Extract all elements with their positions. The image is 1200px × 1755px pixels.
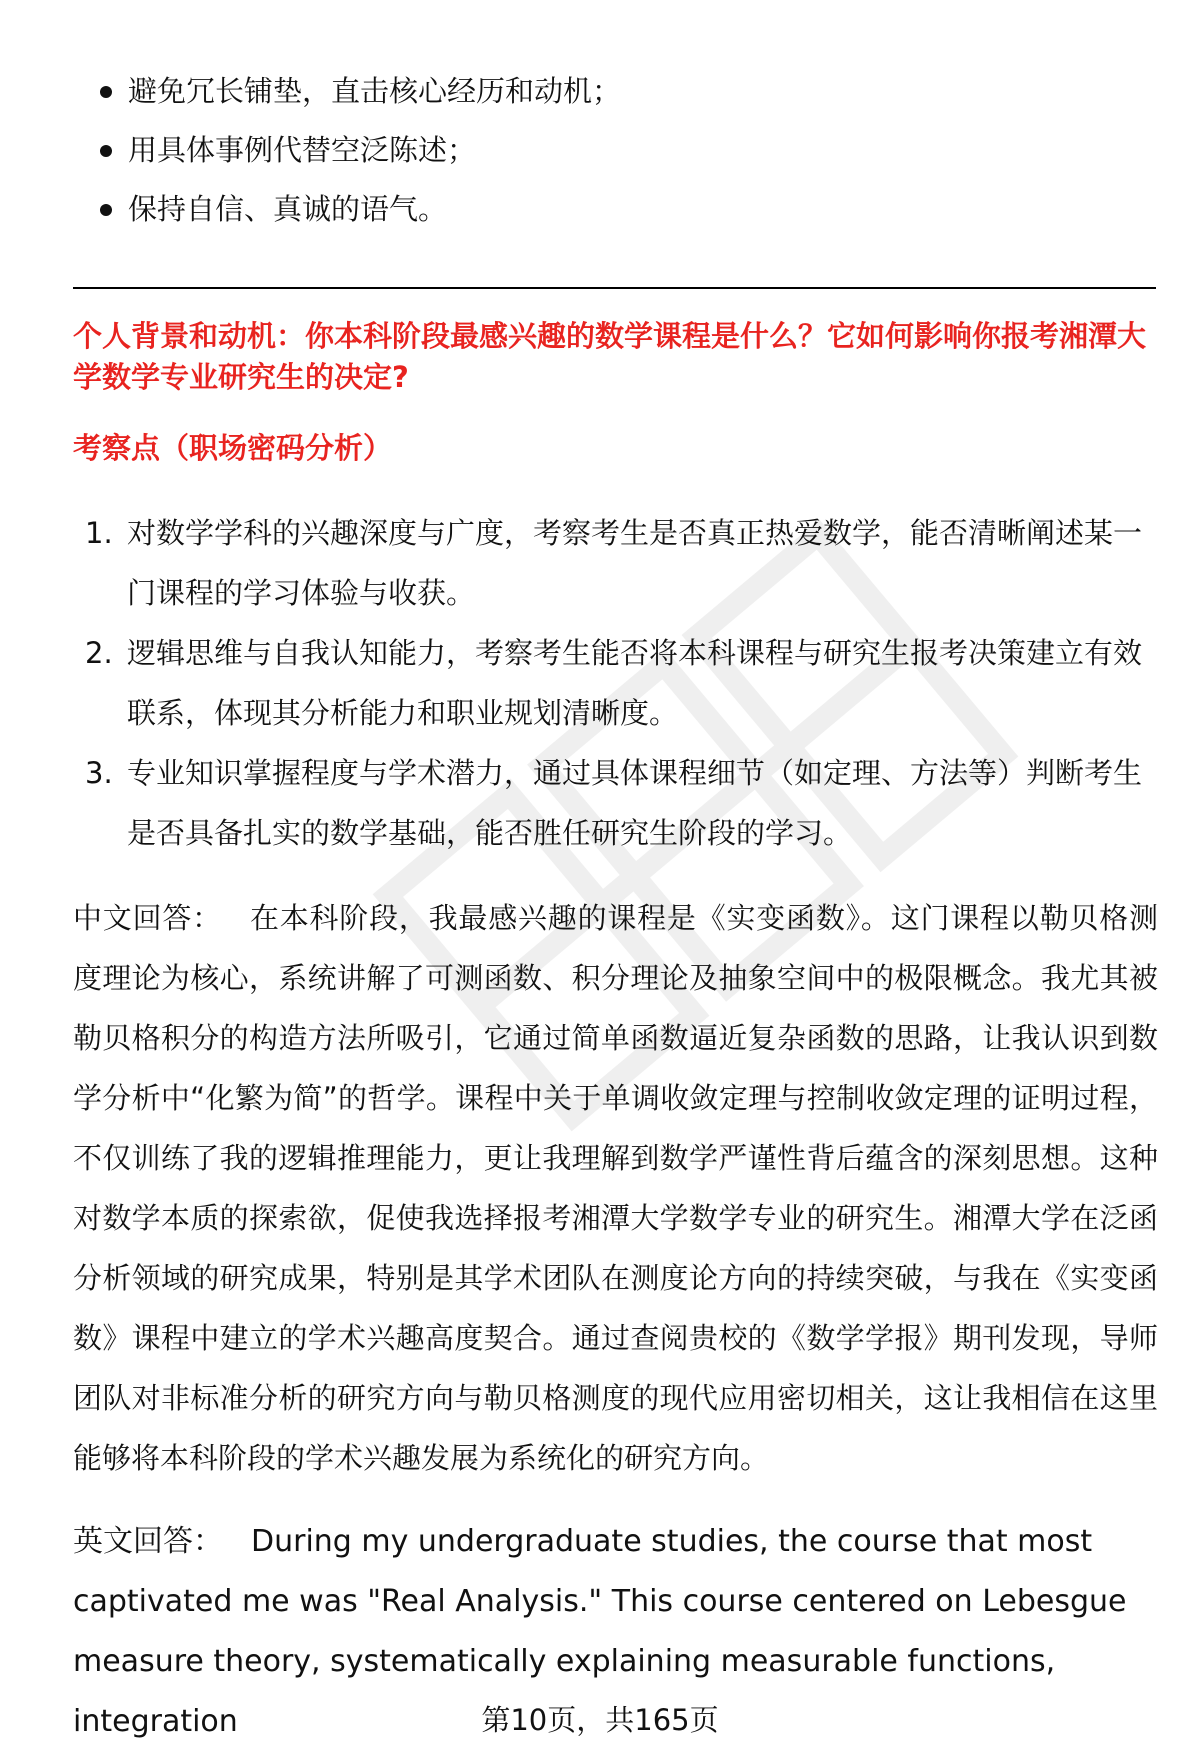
bullet-icon [100, 145, 112, 157]
bullet-icon [100, 204, 112, 216]
list-item: 3. 专业知识掌握程度与学术潜力，通过具体课程细节（如定理、方法等）判断考生是否具备扎实的数学基础，能否胜任研究生阶段的学习。 [73, 743, 1158, 863]
answer-text: 在本科阶段，我最感兴趣的课程是《实变函数》。这门课程以勒贝格测度理论为核心，系统讲解了可测函数、积分理论及抽象空间中的极限概念。我尤其被勒贝格积分的构造方法所吸引，它通过简单函数逼近复杂函数的思路，让我认识到数学分析中“化繁为简”的哲学。课程中关于单调收敛定理与控制收敛定理的证明过程，不仅训练了我的逻辑推理能力，更让我理解到数学严谨性背后蕴含的深刻思想。这种对数学本质的探索欲，促使我选择报考湘潭大学数学专业的研究生。湘潭大学在泛函分析领域的研究成果，特别是其学术团队在测度论方向的持续突破，与我在《实变函数》课程中建立的学术兴趣高度契合。通过查阅贵校的《数学学报》期刊发现，导师团队对非标准分析的研究方向与勒贝格测度的现代应用密切相关，这让我相信在这里能够将本科阶段的学术兴趣发展为系统化的研究方向。 [73, 901, 1158, 1475]
list-number: 2. [85, 636, 113, 670]
bullet-icon [100, 86, 112, 98]
assessment-points-list [73, 503, 1158, 863]
section-title: 考察点（职场密码分析） [73, 431, 393, 465]
question-heading: 个人背景和动机：你本科阶段最感兴趣的数学课程是什么？它如何影响你报考湘潭大学数学专业研究生的决定? [73, 319, 1147, 394]
chinese-answer [73, 888, 1158, 1488]
list-number: 3. [85, 756, 113, 790]
list-item: 避免冗长铺垫，直击核心经历和动机； [96, 62, 1156, 121]
tips-list [96, 62, 1156, 239]
answer-text: During my undergraduate studies, the course that most captivated me was "Real Analysis." This course centered on Lebesgue measure theory, systematically explaining measurable functions, integration [73, 1524, 1127, 1739]
list-item: 2. 逻辑思维与自我认知能力，考察考生能否将本科课程与研究生报考决策建立有效联系，体现其分析能力和职业规划清晰度。 [73, 623, 1158, 743]
page-number: 第10页，共165页 [481, 1703, 719, 1737]
answer-label: 英文回答： [73, 1524, 223, 1559]
answer-label: 中文回答： [73, 901, 222, 935]
list-item: 用具体事例代替空泛陈述； [96, 121, 1156, 180]
section-divider [73, 287, 1156, 289]
list-item: 保持自信、真诚的语气。 [96, 180, 1156, 239]
list-item: 1. 对数学学科的兴趣深度与广度，考察考生是否真正热爱数学，能否清晰阐述某一门课程的学习体验与收获。 [73, 503, 1158, 623]
list-number: 1. [85, 516, 113, 550]
